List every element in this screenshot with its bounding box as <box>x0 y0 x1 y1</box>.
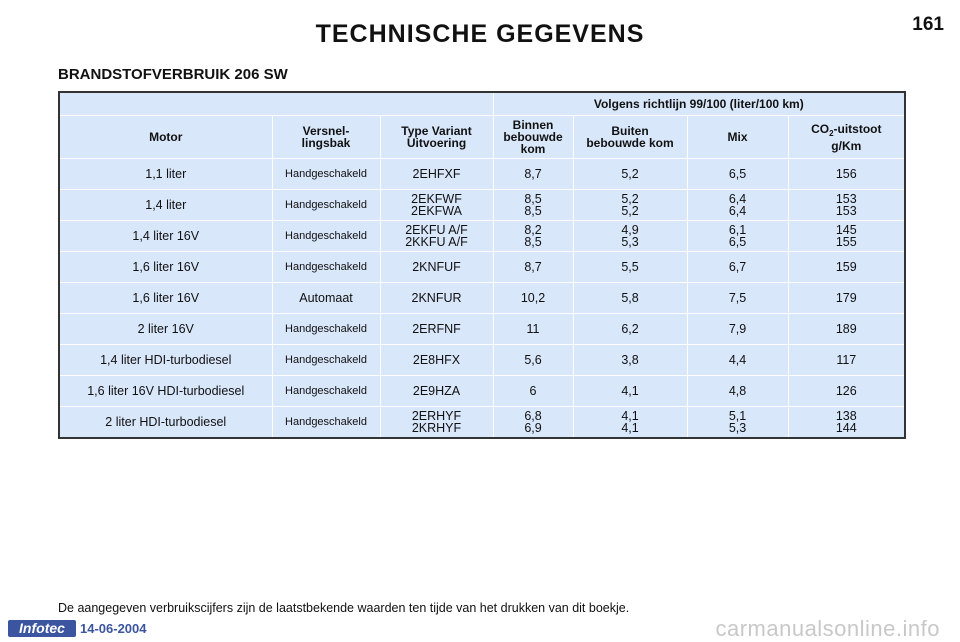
table-row <box>59 283 905 314</box>
brand-logo: Infotec <box>8 620 76 637</box>
cell-mix-value: 6,1 <box>728 223 747 237</box>
cell-mix-value: 7,5 <box>728 291 747 305</box>
cell-gearbox: Handgeschakeld <box>272 159 380 190</box>
cell-mix-value: 4,4 <box>728 353 747 367</box>
table-body <box>59 159 905 439</box>
cell-extra-urban <box>573 345 687 376</box>
cell-mix-value: 6,4 <box>728 204 747 218</box>
cell-extra-urban-value: 5,2 <box>621 204 639 218</box>
col-extra-urban-line: Buiten <box>611 124 649 138</box>
table-row <box>59 159 905 190</box>
fuel-consumption-table <box>58 91 906 439</box>
table-row <box>59 345 905 376</box>
cell-mix-value: 4,8 <box>728 384 747 398</box>
cell-mix <box>687 345 788 376</box>
cell-type-value: 2KRHYF <box>411 421 462 435</box>
cell-mix <box>687 314 788 345</box>
col-motor: Motor <box>59 116 272 159</box>
cell-mix <box>687 252 788 283</box>
cell-extra-urban <box>573 407 687 439</box>
cell-type-value: 2KNFUR <box>411 291 462 305</box>
cell-co2-value: 179 <box>835 291 857 305</box>
col-urban <box>493 116 573 159</box>
cell-extra-urban-value: 6,2 <box>621 322 639 336</box>
table-row <box>59 190 905 221</box>
cell-extra-urban-value: 5,2 <box>621 167 639 181</box>
cell-mix-value: 6,5 <box>728 167 747 181</box>
cell-type-value: 2EKFU A/F <box>405 223 468 237</box>
cell-mix <box>687 190 788 221</box>
cell-urban-value: 8,5 <box>524 192 542 206</box>
cell-mix <box>687 407 788 439</box>
cell-co2-value: 145 <box>835 223 857 237</box>
cell-mix-value: 5,3 <box>728 421 747 435</box>
cell-urban-value: 11 <box>526 322 540 336</box>
table-row <box>59 314 905 345</box>
cell-type <box>380 190 493 221</box>
cell-urban <box>493 221 573 252</box>
cell-co2 <box>788 283 905 314</box>
co2-suffix: -uitstoot <box>833 121 882 136</box>
col-co2-line <box>791 123 903 140</box>
cell-gearbox: Handgeschakeld <box>272 345 380 376</box>
cell-motor: 1,1 liter <box>59 159 272 190</box>
table-row <box>59 221 905 252</box>
cell-mix <box>687 283 788 314</box>
cell-urban <box>493 407 573 439</box>
cell-motor: 1,4 liter HDI-turbodiesel <box>59 345 272 376</box>
col-extra-urban <box>573 116 687 159</box>
col-gearbox <box>272 116 380 159</box>
watermark: carmanualsonline.info <box>715 616 940 641</box>
cell-extra-urban-value: 3,8 <box>621 353 639 367</box>
cell-type-value: 2EHFXF <box>412 167 461 181</box>
cell-co2 <box>788 221 905 252</box>
cell-mix-value: 6,5 <box>728 235 747 249</box>
cell-gearbox: Handgeschakeld <box>272 376 380 407</box>
cell-type-value: 2EKFWF <box>411 192 462 206</box>
cell-co2-value: 153 <box>835 192 857 206</box>
cell-urban-value: 8,7 <box>524 260 542 274</box>
cell-type-value: 2KNFUF <box>412 260 461 274</box>
cell-gearbox: Handgeschakeld <box>272 252 380 283</box>
cell-type <box>380 345 493 376</box>
cell-type <box>380 314 493 345</box>
cell-mix <box>687 221 788 252</box>
cell-type-value: 2E8HFX <box>412 353 461 367</box>
cell-type <box>380 407 493 439</box>
cell-gearbox: Handgeschakeld <box>272 190 380 221</box>
cell-urban <box>493 252 573 283</box>
cell-urban <box>493 159 573 190</box>
table-header-row <box>59 116 905 159</box>
cell-co2 <box>788 314 905 345</box>
cell-extra-urban-value: 4,1 <box>621 421 639 435</box>
cell-co2-value: 126 <box>835 384 857 398</box>
table-row <box>59 252 905 283</box>
col-type-line: Type Variant <box>401 124 472 138</box>
cell-co2 <box>788 407 905 439</box>
cell-urban-value: 6 <box>529 384 537 398</box>
cell-gearbox: Handgeschakeld <box>272 407 380 439</box>
cell-urban <box>493 345 573 376</box>
cell-co2-value: 189 <box>835 322 857 336</box>
cell-urban <box>493 314 573 345</box>
cell-co2-value: 153 <box>835 204 857 218</box>
page-number: 161 <box>912 14 944 35</box>
cell-extra-urban <box>573 190 687 221</box>
table-row <box>59 407 905 439</box>
footer-date: 14-06-2004 <box>80 621 147 636</box>
cell-mix-value: 5,1 <box>728 409 747 423</box>
col-type-line: Uitvoering <box>406 136 467 150</box>
page-title: TECHNISCHE GEGEVENS <box>315 20 645 48</box>
cell-urban-value: 6,8 <box>524 409 542 423</box>
col-gearbox-line: Versnel- <box>302 124 350 138</box>
table-group-header: Volgens richtlijn 99/100 (liter/100 km) <box>493 92 905 116</box>
cell-motor: 1,6 liter 16V <box>59 252 272 283</box>
cell-urban-value: 10,2 <box>520 291 546 305</box>
cell-type <box>380 159 493 190</box>
cell-extra-urban-value: 5,8 <box>621 291 639 305</box>
cell-extra-urban <box>573 283 687 314</box>
col-co2-unit: g/Km <box>831 138 862 153</box>
cell-co2-value: 159 <box>835 260 857 274</box>
cell-co2-value: 138 <box>835 409 857 423</box>
footer <box>0 618 960 640</box>
cell-extra-urban <box>573 252 687 283</box>
cell-mix <box>687 159 788 190</box>
col-gearbox-line: lingsbak <box>301 136 351 150</box>
cell-urban-value: 8,5 <box>524 235 542 249</box>
cell-extra-urban <box>573 221 687 252</box>
cell-co2-value: 117 <box>836 353 857 367</box>
cell-urban-value: 5,6 <box>524 353 542 367</box>
col-extra-urban-line: bebouwde kom <box>586 136 674 150</box>
cell-gearbox: Handgeschakeld <box>272 221 380 252</box>
cell-extra-urban-value: 5,2 <box>621 192 639 206</box>
cell-co2-value: 155 <box>835 235 857 249</box>
cell-motor: 2 liter HDI-turbodiesel <box>59 407 272 439</box>
co2-prefix: CO <box>811 121 830 136</box>
cell-urban-value: 8,5 <box>524 204 542 218</box>
col-urban-line: Binnen <box>512 118 554 132</box>
cell-mix-value: 6,4 <box>728 192 747 206</box>
table-group-blank <box>59 92 493 116</box>
cell-motor: 1,6 liter 16V HDI-turbodiesel <box>59 376 272 407</box>
cell-extra-urban-value: 5,3 <box>621 235 639 249</box>
cell-co2-value: 144 <box>835 421 857 435</box>
col-type <box>380 116 493 159</box>
table-row <box>59 376 905 407</box>
cell-urban-value: 8,2 <box>524 223 542 237</box>
cell-type <box>380 221 493 252</box>
col-mix: Mix <box>687 116 788 159</box>
cell-extra-urban <box>573 314 687 345</box>
cell-type <box>380 252 493 283</box>
cell-motor: 1,6 liter 16V <box>59 283 272 314</box>
cell-extra-urban-value: 5,5 <box>621 260 639 274</box>
cell-gearbox: Handgeschakeld <box>272 314 380 345</box>
cell-type-value: 2ERFNF <box>412 322 461 336</box>
col-co2 <box>788 116 905 159</box>
cell-motor: 1,4 liter <box>59 190 272 221</box>
cell-extra-urban-value: 4,1 <box>621 409 639 423</box>
section-title: BRANDSTOFVERBRUIK 206 SW <box>58 66 288 83</box>
cell-type <box>380 376 493 407</box>
col-urban-line: kom <box>520 142 546 156</box>
cell-co2 <box>788 190 905 221</box>
cell-urban-value: 6,9 <box>524 421 542 435</box>
cell-mix <box>687 376 788 407</box>
cell-type-value: 2KKFU A/F <box>405 235 468 249</box>
cell-urban <box>493 190 573 221</box>
cell-motor: 2 liter 16V <box>59 314 272 345</box>
cell-type-value: 2ERHYF <box>411 409 462 423</box>
cell-co2 <box>788 252 905 283</box>
cell-type <box>380 283 493 314</box>
cell-mix-value: 7,9 <box>728 322 747 336</box>
cell-urban <box>493 283 573 314</box>
cell-co2 <box>788 345 905 376</box>
cell-type-value: 2EKFWA <box>411 204 462 218</box>
cell-co2 <box>788 376 905 407</box>
cell-urban <box>493 376 573 407</box>
col-urban-line: bebouwde <box>503 130 563 144</box>
cell-type-value: 2E9HZA <box>412 384 461 398</box>
co2-subscript: 2 <box>829 128 834 138</box>
table-group-header-row <box>59 92 905 116</box>
cell-extra-urban <box>573 376 687 407</box>
cell-extra-urban-value: 4,1 <box>621 384 639 398</box>
cell-motor: 1,4 liter 16V <box>59 221 272 252</box>
cell-co2-value: 156 <box>835 167 857 181</box>
cell-urban-value: 8,7 <box>524 167 542 181</box>
cell-extra-urban-value: 4,9 <box>621 223 639 237</box>
footnote: De aangegeven verbruikscijfers zijn de laatstbekende waarden ten tijde van het drukken van dit boekje. <box>58 601 630 615</box>
cell-extra-urban <box>573 159 687 190</box>
cell-gearbox: Automaat <box>272 283 380 314</box>
cell-mix-value: 6,7 <box>728 260 747 274</box>
cell-co2 <box>788 159 905 190</box>
